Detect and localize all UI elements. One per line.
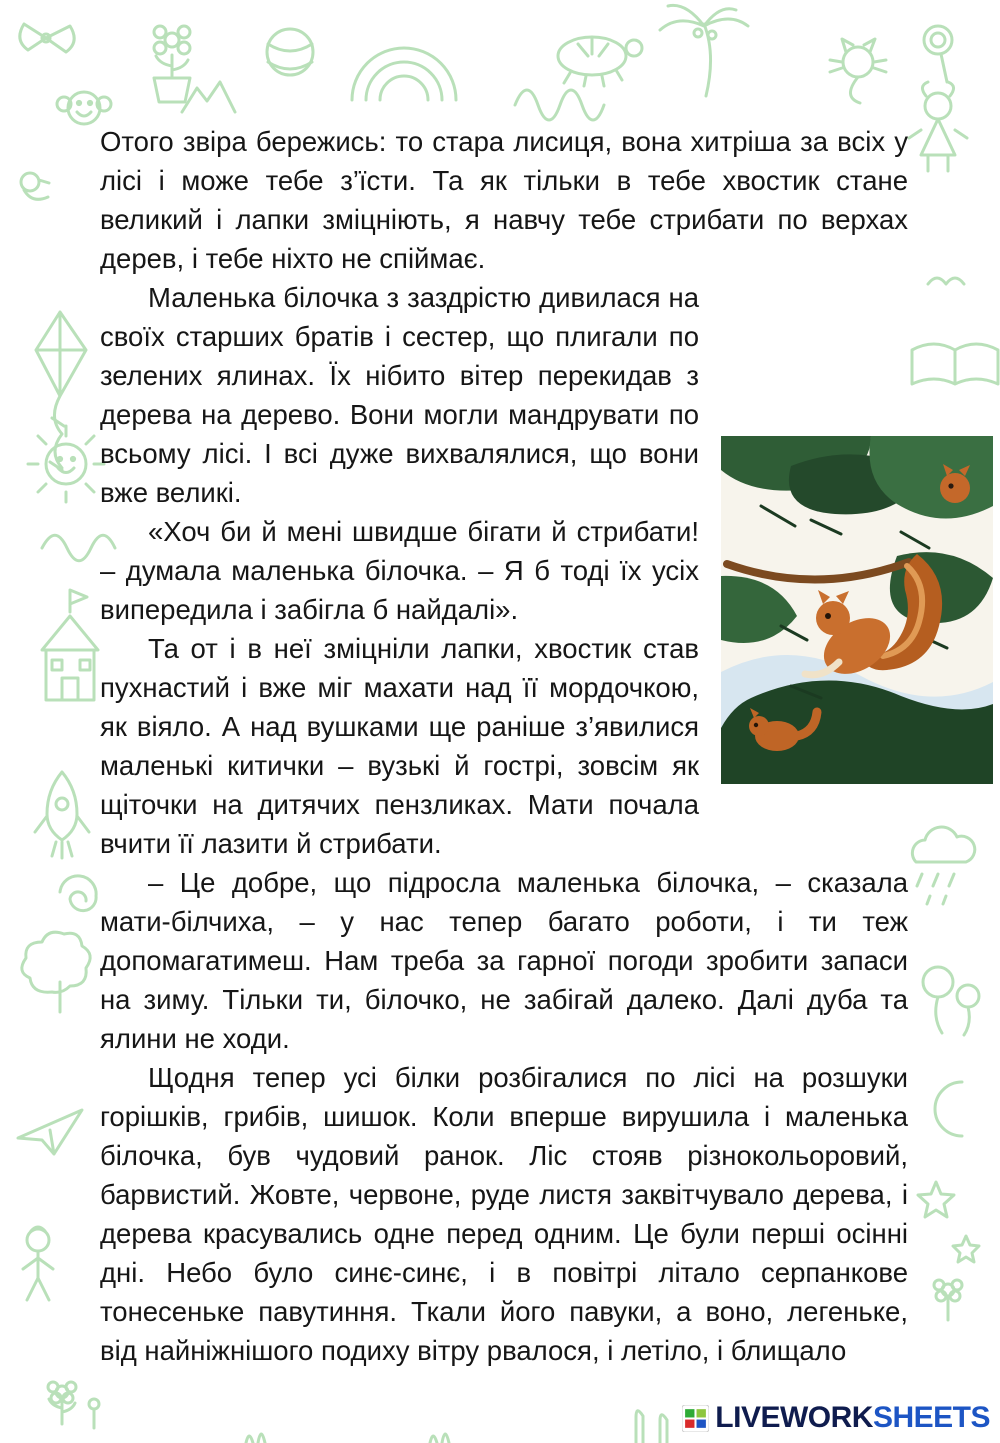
- doodle-ball-icon: [267, 29, 313, 75]
- doodle-bunny-ears-icon: [636, 1411, 667, 1443]
- watermark-text: [715, 1403, 990, 1433]
- doodle-book-icon: [912, 344, 998, 384]
- doodle-kid-icon: [23, 1227, 53, 1300]
- doodle-rocket-icon: [35, 772, 89, 858]
- doodle-girl-icon: [909, 82, 967, 171]
- story-text: [100, 122, 908, 1370]
- liveworksheets-watermark[interactable]: [678, 1401, 994, 1435]
- doodle-mountains-icon: [182, 82, 235, 112]
- story-paragraph: – Це добре, що підросла маленька білочка, – сказала мати-білчиха, – у нас тепер багато роботи, і ти теж допомагатимеш. Нам треба за гарної погоди зробити запаси на зиму. Тільки ти, білочко, не забігай далеко. Далі дуба та ялини не ходи.: [100, 867, 908, 1054]
- doodle-tree-icon: [22, 932, 90, 1012]
- doodle-cat-icon: [830, 39, 886, 103]
- doodle-rainbow-icon: [352, 48, 456, 100]
- story-paragraph: «Хоч би й мені швидше бігати й стрибати! – думала маленька білочка. – Я б тоді їх усіх випередила і забігла б найдалі».: [100, 516, 699, 625]
- doodle-house-icon: [42, 590, 98, 700]
- story-paragraph: Щодня тепер усі білки розбігалися по лісі на розшуки горішків, грибів, шишок. Коли вперше вирушила і маленька білочка, був чудовий ранок. Ліс стояв різнокольоровий, барвистий. Жовте, червоне, руде листя заквітчувало дерева, і дерева красувались одне перед одним. Це були перші осінні дні. Небо було синє-синє, і в повітрі літало серпанкове тонесеньке павутиння. Ткали його павуки, а воно, легеньке, від найніжнішого подиху вітру рвалося, і летіло, і блищало: [100, 1062, 908, 1366]
- watermark-brand-part2: SHEETS: [872, 1401, 990, 1434]
- squirrel-illustration: [721, 436, 993, 784]
- doodle-paper-plane-icon: [18, 1110, 82, 1154]
- doodle-balloons-icon: [923, 967, 979, 1035]
- doodle-palm-tree-icon: [660, 5, 748, 96]
- doodle-flower-icon: [934, 1280, 962, 1320]
- doodle-kite-icon: [36, 312, 86, 470]
- doodle-grass-icon: [246, 1434, 449, 1443]
- doodle-swirl-icon: [60, 876, 96, 911]
- doodle-moon-icon: [935, 1082, 962, 1136]
- doodle-rain-cloud-icon: [912, 827, 974, 904]
- squirrel-illustration-image: [721, 436, 993, 784]
- doodle-flower-pot-icon: [154, 26, 190, 102]
- doodle-lollipop-icon: [924, 26, 952, 82]
- doodle-girl-face-icon: [57, 92, 111, 124]
- doodle-flowers-icon: [48, 1382, 99, 1428]
- doodle-turtle-icon: [558, 37, 642, 86]
- story-paragraph: Маленька білочка з заздрістю дивилася на своїх старших братів і сестер, що плигали по зелених ялинах. Їх нібито вітер перекидав з дерева на дерево. Вони могли мандрувати по всьому лісі. І всі дуже вихвалялися, що вони вже великі.: [100, 282, 699, 508]
- doodle-bow-icon: [20, 24, 74, 52]
- doodle-stars-icon: [918, 1182, 979, 1262]
- doodle-bird-icon: [928, 278, 964, 284]
- story-paragraph: Та от і в неї зміцніли лапки, хвостик став пухнастий і вже міг махати над її мордочкою, як віяло. А над вушками ще раніше з’явилися маленькі китички – вузькі й гострі, зовсім як щіточки на дитячих пензликах. Мати почала вчити її лазити й стрибати.: [100, 633, 699, 859]
- doodle-squiggle-icon: [515, 90, 604, 120]
- liveworksheets-logo-icon: [682, 1405, 709, 1432]
- watermark-brand-part1: LIVEWORK: [715, 1401, 873, 1434]
- doodle-sun-icon: [28, 426, 104, 502]
- story-paragraph: Отого звіра бережись: то стара лисиця, вона хитріша за всіх у лісі і може тебе з’їсти. Та як тільки в тебе хвостик стане великий і лапки зміцніють, я навчу тебе стрибати по верхах дерев, і тебе ніхто не спіймає.: [100, 126, 908, 274]
- doodle-duck-icon: [21, 173, 49, 199]
